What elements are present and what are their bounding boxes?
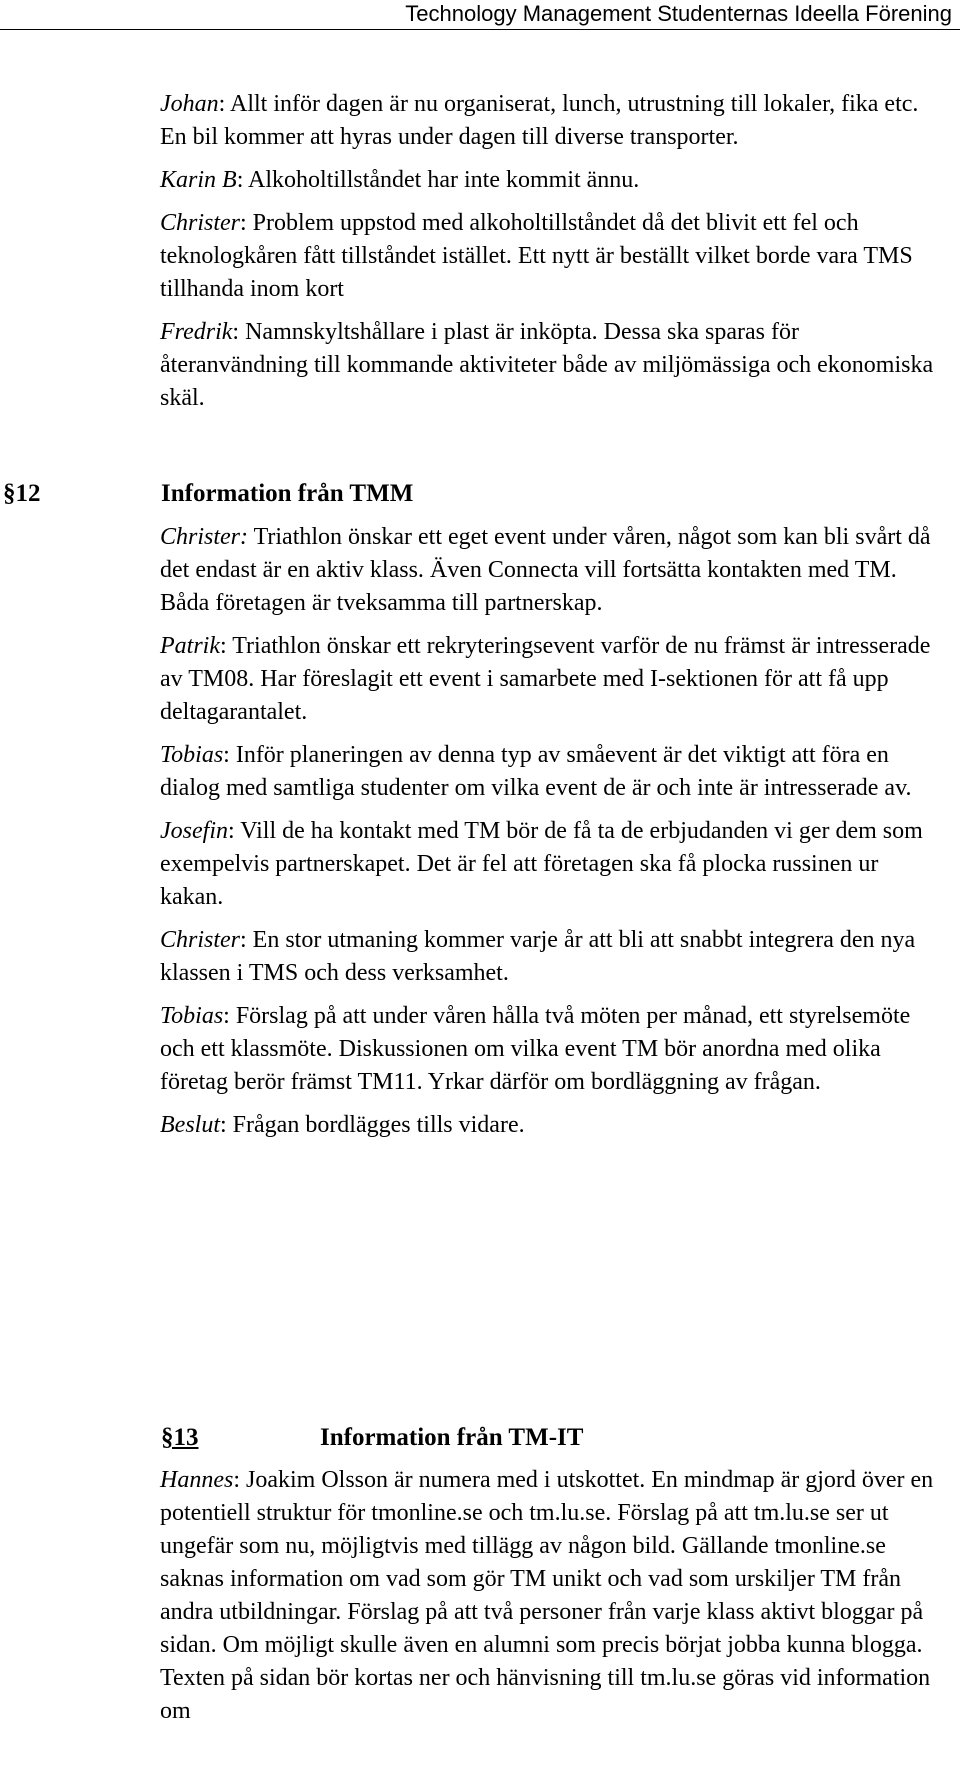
section-title: Information från TM-IT — [320, 1424, 584, 1451]
paragraph — [160, 207, 940, 306]
section-12-heading — [0, 477, 960, 510]
section-13-heading — [0, 1421, 960, 1454]
paragraph — [160, 1000, 940, 1099]
paragraph — [160, 316, 940, 415]
speaker-name: Karin B — [160, 167, 237, 193]
speaker-name: Christer — [160, 927, 241, 953]
speaker-name: Hannes — [160, 1467, 234, 1493]
paragraph — [160, 1109, 940, 1142]
speaker-name: Christer — [160, 210, 241, 236]
paragraph-text: Triathlon önskar ett eget event under våren, något som kan bli svårt då det endast är en aktiv klass. Även Connecta vill fortsätta kontakten med TM. Båda företagen är tveksamma till partnerskap. — [160, 524, 931, 616]
paragraph — [160, 164, 940, 197]
paragraph — [160, 88, 940, 154]
paragraph-text: : Inför planeringen av denna typ av småevent är det viktigt att föra en dialog med samtliga studenter om vilka event de är och inte är intresserade av. — [160, 742, 912, 801]
paragraph-text: : Problem uppstod med alkoholtillståndet då det blivit ett fel och teknologkåren fått tillståndet istället. Ett nytt är beställt vilket borde vara TMS tillhanda inom kort — [160, 210, 913, 302]
paragraph-text: : Joakim Olsson är numera med i utskottet. En mindmap är gjord över en potentiell struktur för tmonline.se och tm.lu.se. Förslag på att tm.lu.se ser ut ungefär som nu, möjligtvis med tillägg av någon bild. Gällande tmonline.se saknas information om vad som gör TM unikt och vad som urskiljer TM från andra utbildningar. Förslag på att två personer från varje klass aktivt bloggar på sidan. Om möjligt skulle även en alumni som precis börjat jobba kunna blogga. Texten på sidan bör kortas ner och hänvisning till tm.lu.se göras vid information om — [160, 1467, 934, 1724]
page-header — [0, 0, 960, 30]
paragraph-text: : Frågan bordlägges tills vidare. — [220, 1112, 525, 1138]
header-title: Technology Management Studenternas Ideella Förening — [405, 1, 952, 26]
paragraph-text: : Förslag på att under våren hålla två möten per månad, ett styrelsemöte och ett klassmöte. Diskussionen om vilka event TM bör anordna med olika företag berör främst TM11. Yrkar därför om bordläggning av frågan. — [160, 1003, 911, 1095]
speaker-name: Christer: — [160, 524, 249, 550]
paragraph-text: : En stor utmaning kommer varje år att bli att snabbt integrera den nya klassen i TMS och dess verksamhet. — [160, 927, 916, 986]
paragraph-text: : Alkoholtillståndet har inte kommit ännu. — [236, 167, 640, 193]
paragraph — [160, 630, 940, 729]
paragraph — [160, 1464, 940, 1728]
section-title: Information från TMM — [161, 480, 414, 507]
speaker-name: Fredrik — [160, 319, 233, 345]
speaker-name: Johan — [160, 91, 219, 117]
paragraph — [160, 521, 940, 620]
intro-block — [160, 88, 940, 425]
speaker-name: Patrik — [160, 633, 220, 659]
paragraph-text: : Allt inför dagen är nu organiserat, lunch, utrustning till lokaler, fika etc. En bil kommer att hyras under dagen till diverse transporter. — [160, 91, 919, 150]
paragraph — [160, 815, 940, 914]
section-number: §13 — [161, 1424, 199, 1451]
speaker-name: Josefin — [160, 818, 228, 844]
speaker-name: Tobias — [160, 742, 224, 768]
paragraph-text: : Vill de ha kontakt med TM bör de få ta de erbjudanden vi ger dem som exempelvis partnerskapet. Det är fel att företagen ska få plocka russinen ur kakan. — [160, 818, 923, 910]
paragraph — [160, 924, 940, 990]
section-12-body — [160, 521, 940, 1152]
speaker-name: Beslut — [160, 1112, 220, 1138]
paragraph — [160, 739, 940, 805]
section-number: §12 — [3, 480, 41, 507]
section-13-body — [160, 1464, 940, 1738]
speaker-name: Tobias — [160, 1003, 224, 1029]
paragraph-text: : Triathlon önskar ett rekryteringsevent varför de nu främst är intresserade av TM08. Har föreslagit ett event i samarbete med I-sektionen för att få upp deltagarantalet. — [160, 633, 931, 725]
paragraph-text: : Namnskyltshållare i plast är inköpta. Dessa ska sparas för återanvändning till kommande aktiviteter både av miljömässiga och ekonomiska skäl. — [160, 319, 934, 411]
